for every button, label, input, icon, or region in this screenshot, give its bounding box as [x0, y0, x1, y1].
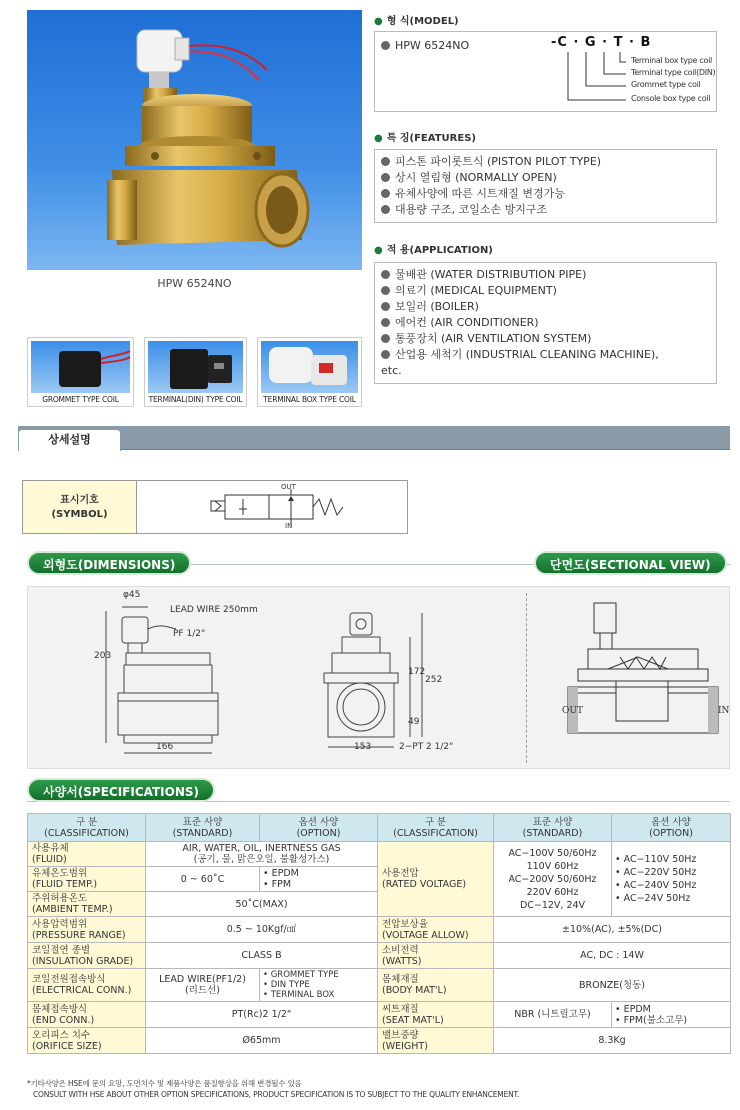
solenoid-valve-image: [27, 10, 362, 270]
spec-header-row: [28, 814, 731, 842]
spec-voltage-allow-value: ±10%(AC), ±5%(DC): [494, 917, 731, 943]
grommet-coil-image: [31, 341, 132, 393]
spec-voltage-option: • AC−110V 50Hz • AC−220V 50Hz • AC−240V 50Hz • AC−24V 50Hz: [612, 842, 731, 917]
spec-end-conn-value: PT(Rc)2 1/2": [146, 1002, 378, 1028]
dim-203: 203: [94, 651, 112, 661]
dim-172: 172: [408, 667, 426, 677]
legend-grommet: Grommet type coil: [631, 80, 701, 89]
dim-252: 252: [425, 675, 443, 685]
dimensions-area: [27, 586, 730, 769]
application-tail: etc.: [381, 364, 402, 377]
spec-seat-label: 씨트재질 (SEAT MAT'L): [378, 1002, 494, 1028]
symbol-label: 표시기호 (SYMBOL): [23, 481, 137, 533]
terminal-box-coil-image: [261, 341, 360, 393]
dimensions-title: 외형도(DIMENSIONS): [27, 551, 191, 575]
note-english: CONSULT WITH HSE ABOUT OTHER OPTION SPECIFICATIONS, PRODUCT SPECIFICATION IS TO SUBJECT TO THE QUALITY ENHANCEMENT.: [33, 1090, 520, 1099]
dim-pt: 2−PT 2 1/2": [399, 742, 454, 752]
application-title: ● 적 용(APPLICATION): [374, 245, 493, 256]
product-photo: [27, 10, 362, 270]
model-name: HPW 6524NO: [381, 38, 469, 54]
application-item: 산업용 세척기 (INDUSTRIAL CLEANING MACHINE),: [381, 347, 710, 363]
photo-caption: HPW 6524NO: [157, 277, 232, 290]
spec-weight-label: 밸브중량 (WEIGHT): [378, 1028, 494, 1054]
application-item: 의료기 (MEDICAL EQUIPMENT): [381, 283, 710, 299]
detail-tab-bar: [18, 426, 730, 450]
specs-title: 사양서(SPECIFICATIONS): [27, 778, 215, 802]
col-option: 옵션 사양 (OPTION): [260, 814, 378, 842]
features-panel: [374, 149, 717, 223]
table-row: [28, 1002, 731, 1028]
application-item: 통풍장치 (AIR VENTILATION SYSTEM): [381, 331, 710, 347]
din-coil-image: [148, 341, 245, 393]
spec-body-value: BRONZE(청동): [494, 969, 731, 1002]
spec-ambient-label: 주위허용온도 (AMBIENT TEMP.): [28, 892, 146, 917]
legend-terminal-box: Terminal box type coil: [631, 56, 712, 65]
application-panel: [374, 262, 717, 384]
spec-watts-label: 소비전력 (WATTS): [378, 943, 494, 969]
spec-fluid-temp-label: 유체온도범위 (FLUID TEMP.): [28, 867, 146, 892]
dim-153: 153: [354, 742, 372, 752]
symbol-table: [22, 480, 408, 534]
sectional-out-label: OUT: [562, 706, 583, 716]
coil-caption-terminal-box: TERMINAL BOX TYPE COIL: [263, 395, 356, 404]
table-row: [28, 969, 731, 1002]
dim-166: 166: [156, 742, 174, 752]
spec-insulation-value: CLASS B: [146, 943, 378, 969]
sectional-in-label: IN: [718, 706, 730, 716]
legend-terminal-din: Terminal type coil(DIN): [631, 68, 716, 77]
table-row: [28, 842, 731, 867]
din-coil-thumb: [144, 337, 247, 407]
dim-phi45: φ45: [123, 590, 141, 600]
dim-49: 49: [408, 717, 420, 727]
model-title: ● 형 식(MODEL): [374, 16, 459, 27]
grommet-coil-thumb: [27, 337, 134, 407]
spec-ambient-value: 50˚C(MAX): [146, 892, 378, 917]
model-code: -C · G · T · B: [551, 35, 652, 50]
spec-fluid-value: AIR, WATER, OIL, INERTNESS GAS (공기, 물, 맑은오일, 불활성가스): [146, 842, 378, 867]
feature-item: 상시 열림형 (NORMALLY OPEN): [381, 170, 710, 186]
spec-fluid-temp-value: 0 ~ 60˚C: [146, 867, 260, 892]
spec-watts-value: AC, DC : 14W: [494, 943, 731, 969]
front-view-drawing: [88, 595, 288, 765]
views-divider: [526, 593, 527, 763]
sectional-view-drawing: [558, 597, 728, 757]
note-korean: *기타사양은 HSE에 문의 요망, 도면치수 및 제품사양은 품질향상을 위해 변경될수 있음: [27, 1079, 302, 1088]
spec-seat-value: NBR (니트릴고무): [494, 1002, 612, 1028]
features-title: ● 특 징(FEATURES): [374, 133, 476, 144]
model-panel: [374, 31, 717, 112]
spec-fluid-temp-option: • EPDM • FPM: [260, 867, 378, 892]
feature-item: 피스톤 파이롯트식 (PISTON PILOT TYPE): [381, 154, 710, 170]
col-standard: 표준 사양 (STANDARD): [146, 814, 260, 842]
spec-weight-value: 8.3Kg: [494, 1028, 731, 1054]
tab-detail[interactable]: 상세설명: [18, 429, 121, 451]
symbol-in-label: IN: [285, 522, 293, 530]
symbol-out-label: OUT: [281, 483, 296, 491]
spec-voltage-standard: AC−100V 50/60Hz 110V 60Hz AC−200V 50/60Hz 220V 60Hz DC−12V, 24V: [494, 842, 612, 917]
dim-pf: PF 1/2": [173, 629, 206, 639]
application-item: 보일러 (BOILER): [381, 299, 710, 315]
spec-voltage-allow-label: 전압보상율 (VOLTAGE ALLOW): [378, 917, 494, 943]
coil-caption-grommet: GROMMET TYPE COIL: [42, 395, 119, 404]
col-option-2: 옵션 사양 (OPTION): [612, 814, 731, 842]
valve-symbol: [203, 485, 353, 531]
spec-body-label: 몸체재질 (BODY MAT'L): [378, 969, 494, 1002]
feature-item: 대용량 구조, 코일소손 방지구조: [381, 202, 710, 218]
col-classification-2: 구 분 (CLASSIFICATION): [378, 814, 494, 842]
application-item: 물배관 (WATER DISTRIBUTION PIPE): [381, 267, 710, 283]
table-row: [28, 943, 731, 969]
coil-caption-din: TERMINAL(DIN) TYPE COIL: [148, 395, 243, 404]
table-row: [28, 1028, 731, 1054]
spec-table: [27, 813, 731, 1054]
spec-electrical-label: 코일전원접속방식 (ELECTRICAL CONN.): [28, 969, 146, 1002]
spec-pressure-label: 사용압력범위 (PRESSURE RANGE): [28, 917, 146, 943]
application-item: 에어컨 (AIR CONDITIONER): [381, 315, 710, 331]
spec-voltage-label: 사용전압 (RATED VOLTAGE): [378, 842, 494, 917]
col-classification: 구 분 (CLASSIFICATION): [28, 814, 146, 842]
dim-lead-wire: LEAD WIRE 250mm: [170, 605, 258, 615]
spec-end-conn-label: 몸체접속방식 (END CONN.): [28, 1002, 146, 1028]
spec-electrical-option: • GROMMET TYPE • DIN TYPE • TERMINAL BOX: [260, 969, 378, 1002]
sectional-view-title: 단면도(SECTIONAL VIEW): [534, 551, 727, 575]
feature-item: 유체사양에 따른 시트재질 변경가능: [381, 186, 710, 202]
spec-seat-option: • EPDM • FPM(불소고무): [612, 1002, 731, 1028]
col-standard-2: 표준 사양 (STANDARD): [494, 814, 612, 842]
spec-insulation-label: 코일절연 종별 (INSULATION GRADE): [28, 943, 146, 969]
model-code-leader-lines: [560, 52, 630, 112]
terminal-box-coil-thumb: [257, 337, 362, 407]
legend-console-box: Console box type coil: [631, 94, 711, 103]
spec-fluid-label: 사용유체 (FLUID): [28, 842, 146, 867]
spec-pressure-value: 0.5 ~ 10Kgf/㎠: [146, 917, 378, 943]
table-row: [28, 917, 731, 943]
spec-orifice-value: Ø65mm: [146, 1028, 378, 1054]
spec-orifice-label: 오리피스 치수 (ORIFICE SIZE): [28, 1028, 146, 1054]
spec-electrical-value: LEAD WIRE(PF1/2) (리드선): [146, 969, 260, 1002]
